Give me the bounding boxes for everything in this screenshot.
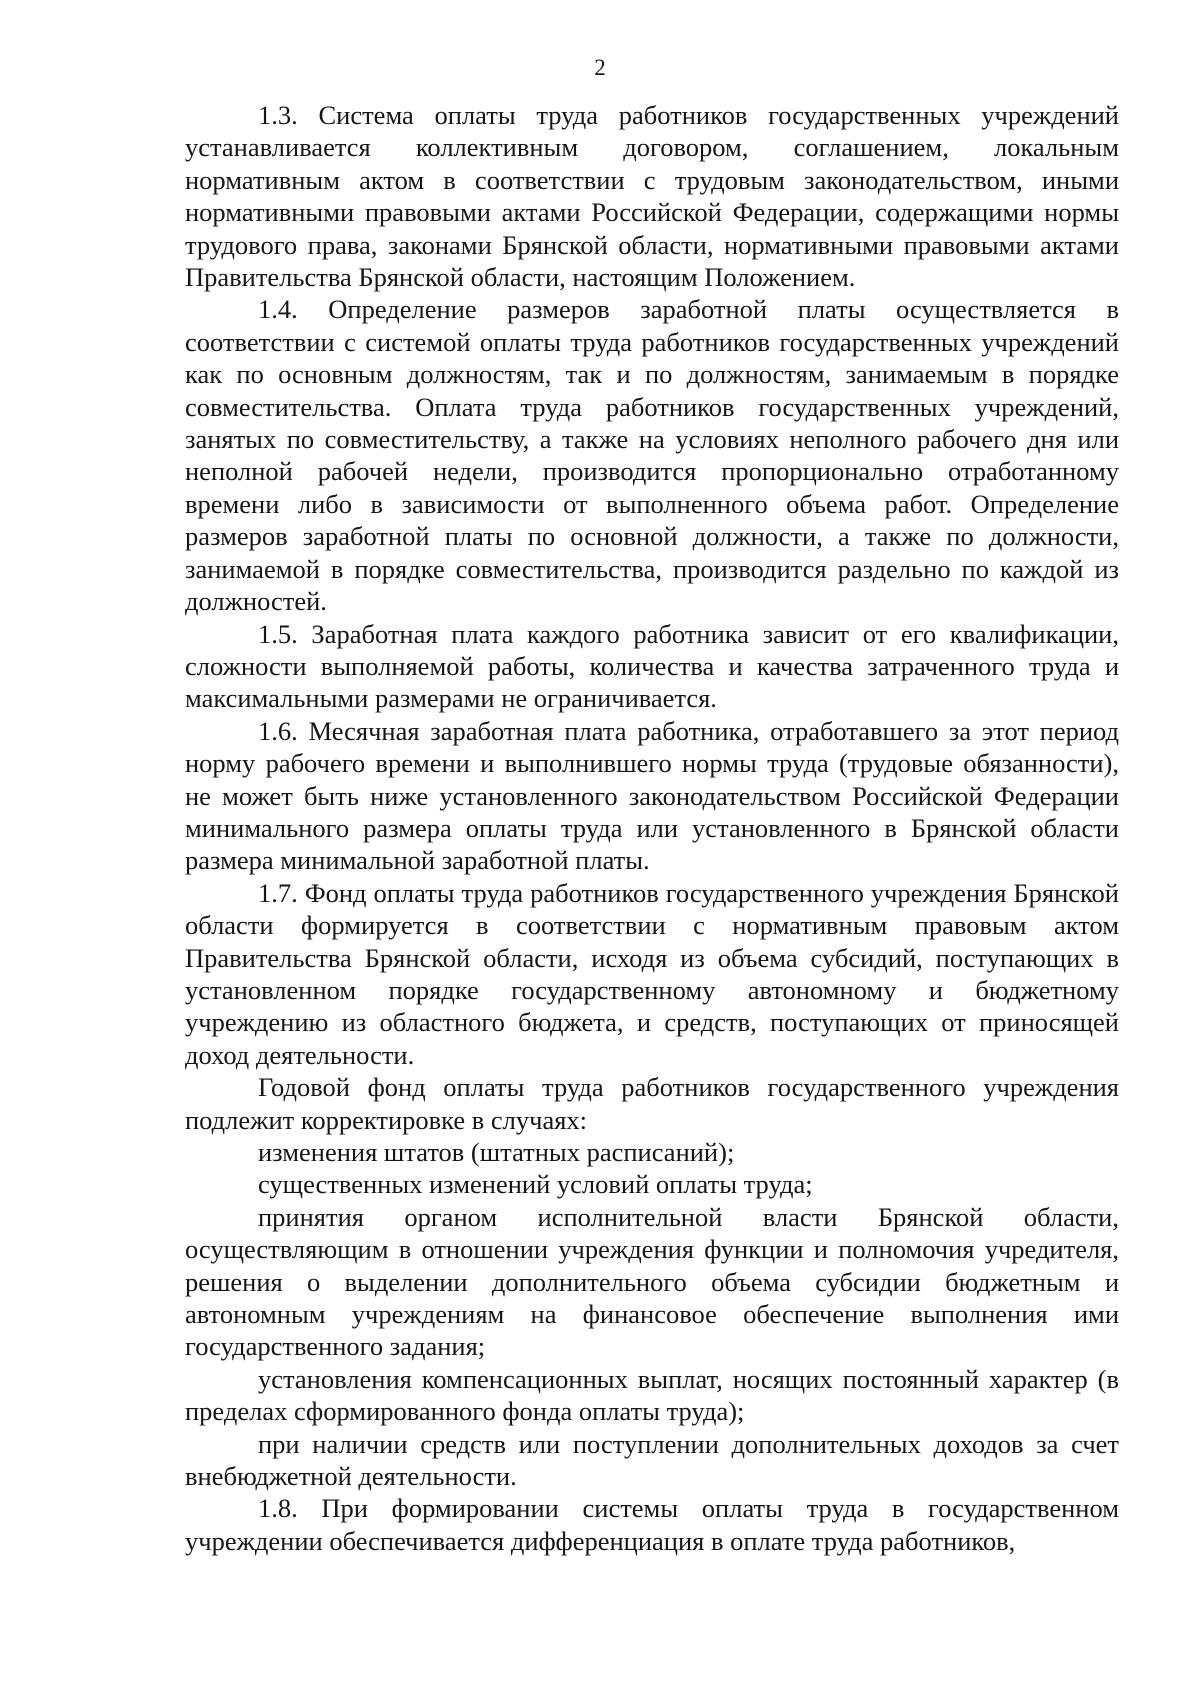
paragraph-1-4: 1.4. Определение размеров заработной платы осуществляется в соответствии с системой оплаты труда работников государственных учреждений как по основным должностям, так и по должностям, занимаемым в порядке совместительства. Оплата труда работников государственных учреждений, занятых по совместительству, а также на условиях неполного рабочего дня или неполной рабочей недели, производится пропорционально отработанному времени либо в зависимости от выполненного объема работ. Определение размеров заработной платы по основной должности, а также по должности, занимаемой в порядке совместительства, производится раздельно по каждой из должностей. xyxy=(185,294,1119,617)
paragraph-1-6: 1.6. Месячная заработная плата работника, отработавшего за этот период норму рабочего времени и выполнившего нормы труда (трудовые обязанности), не может быть ниже установленного законодательством Российской Федерации минимального размера оплаты труда или установленного в Брянской области размера минимальной заработной платы. xyxy=(185,715,1119,876)
list-item-subsidy-decision: принятия органом исполнительной власти Брянской области, осуществляющим в отношении учреждения функции и полномочия учредителя, решения о выделении дополнительного объема субсидии бюджетным и автономным учреждениям на финансовое обеспечение выполнения ими государственного задания; xyxy=(185,1201,1119,1362)
list-item-compensation: установления компенсационных выплат, носящих постоянный характер (в пределах сформированного фонда оплаты труда); xyxy=(185,1363,1119,1427)
list-item-staff-changes: изменения штатов (штатных расписаний); xyxy=(258,1137,735,1167)
paragraph-1-7: 1.7. Фонд оплаты труда работников государственного учреждения Брянской области формируется в соответствии с нормативным правовым актом Правительства Брянской области, исходя из объема субсидий, поступающих в установленном порядке государственному автономному и бюджетному учреждению из областного бюджета, и средств, поступающих от приносящей доход деятельности. xyxy=(185,877,1119,1070)
document-body xyxy=(185,99,1119,1557)
paragraph-1-3: 1.3. Система оплаты труда работников государственных учреждений устанавливается коллективным договором, соглашением, локальным нормативным актом в соответствии с трудовым законодательством, иными нормативными правовыми актами Российской Федерации, содержащими нормы трудового права, законами Брянской области, нормативными правовыми актами Правительства Брянской области, настоящим Положением. xyxy=(185,100,1119,293)
list-item-extra-income: при наличии средств или поступлении дополнительных доходов за счет внебюджетной деятельности. xyxy=(185,1428,1119,1492)
paragraph-1-5: 1.5. Заработная плата каждого работника зависит от его квалификации, сложности выполняемой работы, количества и качества затраченного труда и максимальными размерами не ограничивается. xyxy=(185,618,1119,714)
list-item-pay-conditions: существенных изменений условий оплаты труда; xyxy=(258,1169,813,1200)
page-number: 2 xyxy=(594,55,606,80)
paragraph-annual-fund: Годовой фонд оплаты труда работников государственного учреждения подлежит корректировке в случаях: xyxy=(185,1072,1119,1135)
paragraph-1-8: 1.8. При формировании системы оплаты труда в государственном учреждении обеспечивается дифференциация в оплате труда работников, xyxy=(185,1493,1119,1556)
